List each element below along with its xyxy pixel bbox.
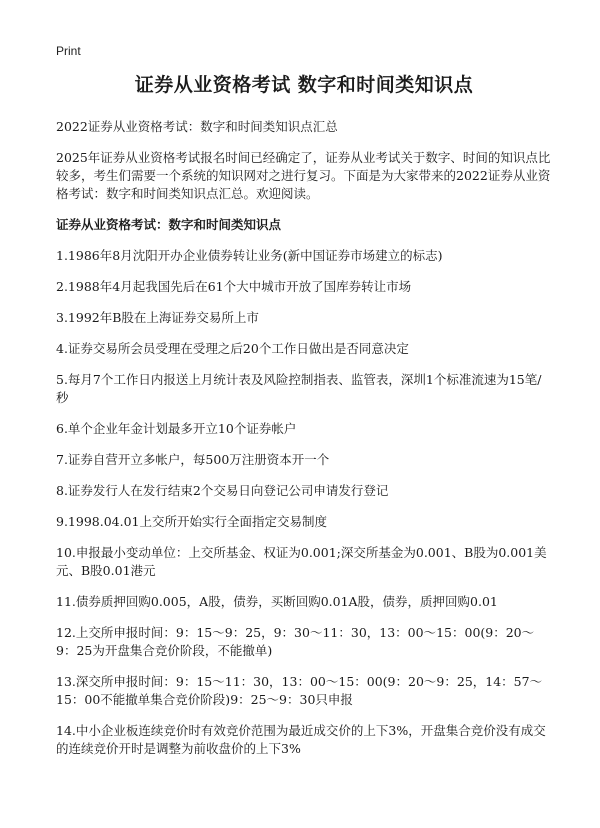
list-item: 7.证券自营开立多帐户，每500万注册资本开一个 xyxy=(56,452,330,467)
list-item: 9.1998.04.01上交所开始实行全面指定交易制度 xyxy=(56,514,327,529)
knowledge-list xyxy=(56,247,552,758)
list-item: 6.单个企业年金计划最多开立10个证券帐户 xyxy=(56,421,297,436)
print-label[interactable]: Print xyxy=(56,44,81,58)
list-item: 11.债券质押回购0.005，A股，债券，买断回购0.01A股，债券，质押回购0.01 xyxy=(56,594,498,609)
list-item: 13.深交所申报时间：9：15～11：30，13：00～15：00(9：20～9：25，14：57～15：00不能撤单集合竞价阶段)9：25～9：30只申报 xyxy=(56,674,543,707)
list-item: 10.申报最小变动单位：上交所基金、权证为0.001;深交所基金为0.001、B股为0.001美元、B股0.01港元 xyxy=(56,545,547,578)
list-item: 8.证券发行人在发行结束2个交易日向登记公司申请发行登记 xyxy=(56,483,389,498)
subtitle: 2022证券从业资格考试：数字和时间类知识点汇总 xyxy=(56,119,338,134)
page-title: 证券从业资格考试 数字和时间类知识点 xyxy=(134,74,474,96)
list-item: 14.中小企业板连续竞价时有效竞价范围为最近成交价的上下3%，开盘集合竞价没有成交的连续竞价开时是调整为前收盘价的上下3% xyxy=(56,723,546,756)
list-item: 12.上交所申报时间：9：15～9：25，9：30～11：30，13：00～15：00(9：20～9：25为开盘集合竞价阶段，不能撤单) xyxy=(56,625,535,658)
list-item: 1.1986年8月沈阳开办企业债券转让业务(新中国证券市场建立的标志) xyxy=(56,248,443,263)
list-item: 4.证券交易所会员受理在受理之后20个工作日做出是否同意决定 xyxy=(56,341,409,356)
list-item: 3.1992年B股在上海证券交易所上市 xyxy=(56,310,259,325)
intro-paragraph: 2025年证券从业资格考试报名时间已经确定了，证券从业考试关于数字、时间的知识点比较多，考生们需要一个系统的知识网对之进行复习。下面是为大家带来的2022证券从业资格考试：数字和时间类知识点汇总。欢迎阅读。 xyxy=(56,150,551,201)
list-item: 2.1988年4月起我国先后在61个大中城市开放了国库券转让市场 xyxy=(56,279,412,294)
section-heading: 证券从业资格考试：数字和时间类知识点 xyxy=(56,217,282,232)
list-item: 5.每月7个工作日内报送上月统计表及风险控制指表、监管表，深圳1个标准流速为15笔/秒 xyxy=(56,372,542,405)
